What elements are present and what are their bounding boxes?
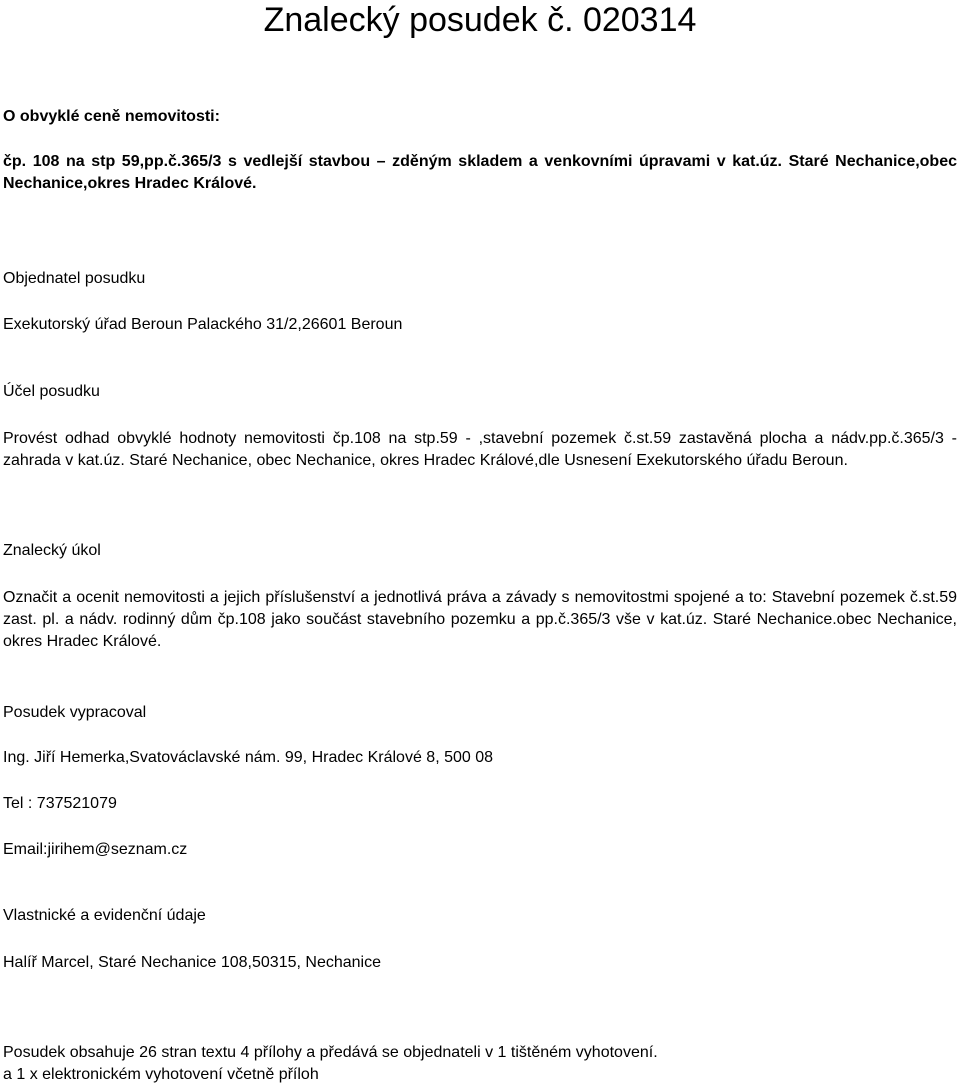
author-tel: Tel : 737521079 — [3, 795, 117, 812]
client-text: Exekutorský úřad Beroun Palackého 31/2,26601 Beroun — [3, 316, 403, 333]
footer-line-1: Posudek obsahuje 26 stran textu 4 přílohy a předává se objednateli v 1 tištěném vyhotovení. — [3, 1044, 658, 1061]
author-heading: Posudek vypracoval — [3, 704, 147, 721]
author-name: Ing. Jiří Hemerka,Svatováclavské nám. 99, Hradec Králové 8, 500 08 — [3, 749, 494, 766]
ownership-heading: Vlastnické a evidenční údaje — [3, 907, 206, 924]
usual-prices-heading: O obvyklé ceně nemovitosti: — [3, 108, 220, 125]
property-line: čp. 108 na stp 59,pp.č.365/3 s vedlejší stavbou – zděným skladem a venkovními úpravami v kat.úz. Staré Nechanice,obec Nechanice,okres Hradec Králové. — [3, 153, 957, 192]
footer-line-2: a 1 x elektronickém vyhotovení včetně příloh — [3, 1066, 319, 1083]
page-title: Znalecký posudek č. 020314 — [263, 1, 697, 39]
author-email: Email:jirihem@seznam.cz — [3, 841, 188, 858]
client-heading: Objednatel posudku — [3, 270, 146, 287]
purpose-text: Provést odhad obvyklé hodnoty nemovitosti čp.108 na stp.59 - ,stavební pozemek č.st.59 zastavěná plocha a nádv.pp.č.365/3 - zahrada v kat.úz. Staré Nechanice, obec Nechanice, okres Hradec Králové,dle Usnesení Exekutorského úřadu Beroun. — [3, 430, 957, 469]
purpose-heading: Účel posudku — [3, 383, 100, 400]
task-heading: Znalecký úkol — [3, 542, 101, 559]
task-text: Označit a ocenit nemovitosti a jejich příslušenství a jednotlivá práva a závady s nemovitostmi spojené a to: Stavební pozemek č.st.59 zast. pl. a nádv. rodinný dům čp.108 jako součást stavebního pozemku a pp.č.365/3 vše v kat.úz. Staré Nechanice.obec Nechanice, okres Hradec Králové. — [3, 589, 957, 650]
ownership-text: Halíř Marcel, Staré Nechanice 108,50315, Nechanice — [3, 954, 381, 971]
